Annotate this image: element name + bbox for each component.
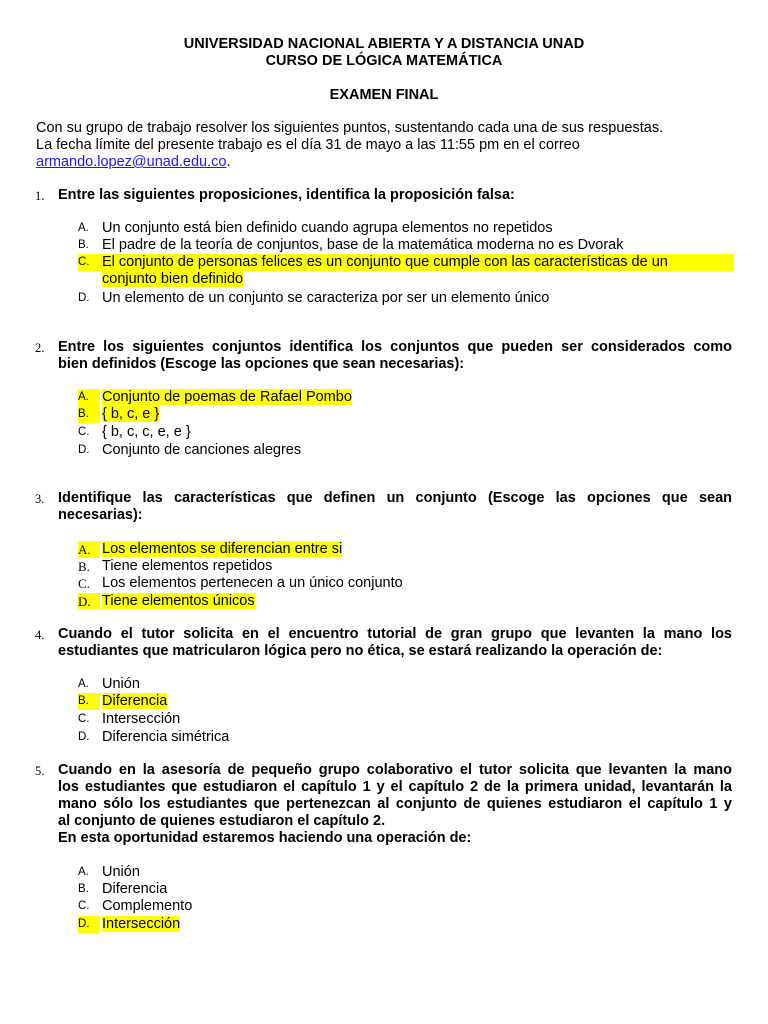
question-line: Entre las siguientes proposiciones, identifica la proposición falsa: — [58, 187, 515, 203]
option-text: Diferencia — [102, 693, 168, 709]
option-letter: C. — [78, 713, 90, 725]
option-text: Intersección — [102, 916, 181, 932]
option-text: Conjunto de canciones alegres — [102, 442, 302, 458]
question-line: estudiantes que matricularon lógica pero no ética, se estará realizando la operación de: — [58, 643, 663, 659]
option-letter: C. — [78, 576, 90, 591]
question-line: al conjunto de quienes estudiaron el capítulo 2. — [58, 813, 386, 829]
option-letter: B. — [78, 239, 89, 251]
intro-line-1: Con su grupo de trabajo resolver los siguientes puntos, sustentando cada una de sus respuestas. — [36, 120, 664, 136]
option-letter: B. — [78, 406, 100, 423]
option-text: Diferencia simétrica — [102, 729, 230, 745]
option-text: Complemento — [102, 898, 193, 914]
question-line: necesarias): — [58, 507, 143, 523]
university-title: UNIVERSIDAD NACIONAL ABIERTA Y A DISTANCIA UNAD — [183, 36, 585, 52]
option-text: El conjunto de personas felices es un conjunto que cumple con las características de un — [102, 254, 668, 270]
email-period: . — [226, 154, 231, 170]
question-text — [58, 339, 732, 373]
option-text: Tiene elementos únicos — [102, 593, 255, 609]
course-title: CURSO DE LÓGICA MATEMÁTICA — [265, 53, 503, 69]
question-number: 1. — [35, 189, 45, 203]
question-text — [58, 490, 732, 524]
option-letter: D. — [78, 444, 90, 456]
option-letter: A. — [78, 222, 89, 234]
option-text: Los elementos se diferencian entre si — [102, 541, 343, 557]
option-letter: B. — [78, 559, 90, 574]
option-text: Un conjunto está bien definido cuando agrupa elementos no repetidos — [102, 220, 553, 236]
question-line: Entre los siguientes conjuntos identifica los conjuntos que pueden ser considerados como — [58, 339, 732, 355]
option-text: { b, c, c, e, e } — [102, 424, 191, 440]
option-text: Un elemento de un conjunto se caracteriza por ser un elemento único — [102, 290, 550, 306]
question-number: 2. — [35, 341, 45, 355]
option-text: { b, c, e } — [102, 406, 160, 422]
option-text-continued: conjunto bien definido — [102, 271, 244, 287]
option-letter: D. — [78, 916, 100, 933]
question-number: 5. — [35, 764, 45, 778]
option-letter: C. — [78, 426, 90, 438]
option-letter: D. — [78, 731, 90, 743]
question-line: Cuando el tutor solicita en el encuentro tutorial de gran grupo que levanten la mano los — [58, 626, 732, 642]
question-text — [58, 762, 732, 847]
email-link[interactable]: armando.lopez@unad.edu.co — [36, 154, 227, 170]
option-text: Unión — [102, 864, 140, 880]
option-letter: A. — [78, 866, 89, 878]
option-letter: D. — [78, 593, 100, 610]
intro-line-2: La fecha límite del presente trabajo es el día 31 de mayo a las 11:55 pm en el correo — [36, 137, 580, 153]
exam-title: EXAMEN FINAL — [329, 87, 439, 103]
question-text — [58, 626, 732, 660]
question-number: 3. — [35, 492, 45, 506]
question-line: bien definidos (Escoge las opciones que sean necesarias): — [58, 356, 465, 372]
question-line: mano sólo los estudiantes que pertenezcan al conjunto de quienes estudiaron el capítulo 1 y — [58, 796, 732, 812]
option-letter: C. — [78, 256, 90, 268]
question-line: los estudiantes que estudiaron el capítulo 1 y el capítulo 2 de la primera unidad, levantarán la — [58, 779, 732, 795]
option-text: Diferencia — [102, 881, 168, 897]
option-text: Intersección — [102, 711, 181, 727]
option-text: Unión — [102, 676, 140, 692]
option-letter: B. — [78, 693, 100, 710]
question-text — [58, 187, 732, 204]
question-number: 4. — [35, 628, 45, 642]
question-line: Identifique las características que definen un conjunto (Escoge las opciones que sean — [58, 490, 732, 506]
option-letter: D. — [78, 292, 90, 304]
option-letter: B. — [78, 883, 89, 895]
option-text: Conjunto de poemas de Rafael Pombo — [102, 389, 352, 405]
question-line: En esta oportunidad estaremos haciendo una operación de: — [58, 830, 472, 846]
option-letter: A. — [78, 389, 100, 406]
option-letter: A. — [78, 678, 89, 690]
option-letter: C. — [78, 900, 90, 912]
question-line: Cuando en la asesoría de pequeño grupo colaborativo el tutor solicita que levanten la mano — [58, 762, 732, 778]
intro-line-3 — [36, 154, 736, 171]
option-text: Los elementos pertenecen a un único conjunto — [102, 575, 403, 591]
option-text: El padre de la teoría de conjuntos, base de la matemática moderna no es Dvorak — [102, 237, 624, 253]
option-letter: A. — [78, 541, 100, 558]
option-highlighted — [78, 254, 734, 271]
option-text: Tiene elementos repetidos — [102, 558, 273, 574]
